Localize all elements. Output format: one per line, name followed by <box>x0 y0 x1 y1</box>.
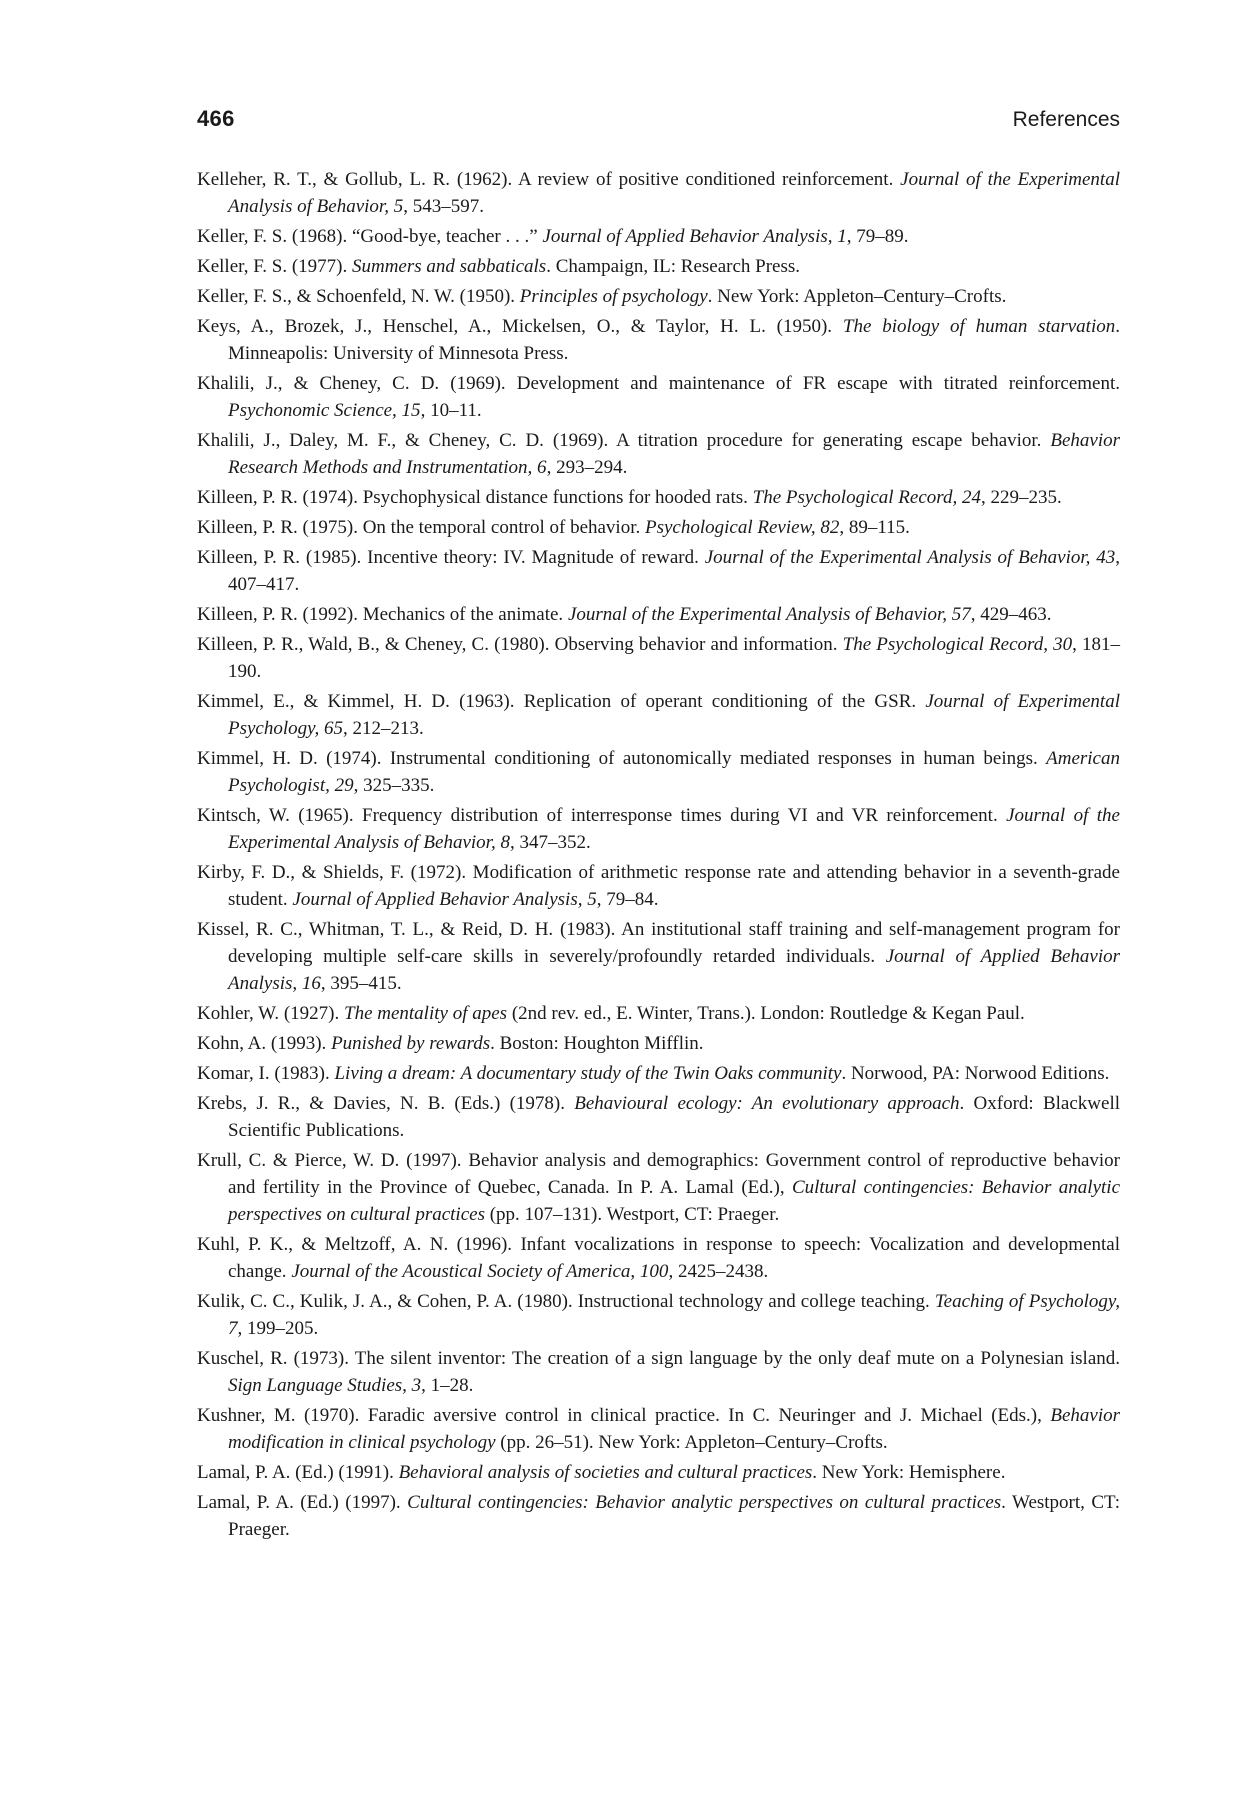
reference-details: , 395–415. <box>320 973 402 994</box>
reference-text: Kelleher, R. T., & Gollub, L. R. (1962). A review of positive conditioned reinforcement. <box>197 169 901 190</box>
reference-source: Journal of the Experimental Analysis of Behavior, 57 <box>567 604 971 625</box>
reference-entry <box>197 1090 1120 1144</box>
reference-source: Journal of Applied Behavior Analysis, 16 <box>228 946 1120 994</box>
reference-text: Lamal, P. A. (Ed.) (1997). <box>197 1492 408 1513</box>
reference-details: . New York: Appleton–Century–Crofts. <box>707 286 1007 307</box>
reference-details: . Norwood, PA: Norwood Editions. <box>841 1063 1110 1084</box>
reference-source: Punished by rewards <box>331 1033 491 1054</box>
reference-source: Psychonomic Science, 15 <box>228 400 421 421</box>
reference-entry <box>197 514 1120 541</box>
reference-list <box>197 166 1120 1546</box>
reference-text: Keller, F. S. (1977). <box>197 256 352 277</box>
reference-source: Behavioral analysis of societies and cultural practices <box>398 1462 813 1483</box>
reference-source: Cultural contingencies: Behavior analytic perspectives on cultural practices <box>407 1492 1002 1513</box>
reference-source: The biology of human starvation <box>842 316 1116 337</box>
reference-text: Kushner, M. (1970). Faradic aversive control in clinical practice. In C. Neuringer and J. Michael (Eds.), <box>197 1405 1051 1426</box>
reference-text: Kohn, A. (1993). <box>197 1033 332 1054</box>
reference-text: Killeen, P. R. (1985). Incentive theory: IV. Magnitude of reward. <box>197 547 705 568</box>
reference-entry <box>197 916 1120 997</box>
reference-entry <box>197 1231 1120 1285</box>
reference-source: Behavior Research Methods and Instrumentation, 6 <box>228 430 1120 478</box>
reference-details: , 212–213. <box>343 718 424 739</box>
reference-entry <box>197 601 1120 628</box>
reference-details: , 2425–2438. <box>668 1261 769 1282</box>
reference-entry <box>197 1402 1120 1456</box>
reference-source: Teaching of Psychology, 7 <box>228 1291 1120 1339</box>
reference-details: . Oxford: Blackwell Scientific Publications. <box>228 1093 1120 1141</box>
reference-source: The Psychological Record, 30 <box>842 634 1073 655</box>
reference-entry <box>197 631 1120 685</box>
reference-source: Journal of the Acoustical Society of America, 100 <box>291 1261 669 1282</box>
reference-details: , 293–294. <box>546 457 628 478</box>
reference-source: Psychological Review, 82 <box>645 517 840 538</box>
reference-details: . Westport, CT: Praeger. <box>228 1492 1120 1540</box>
reference-text: Killeen, P. R. (1974). Psychophysical distance functions for hooded rats. <box>197 487 753 508</box>
reference-text: Krull, C. & Pierce, W. D. (1997). Behavior analysis and demographics: Government control of reproductive behavior and fertility in the Province of Quebec, Canada. In P. A. Lamal (Ed.), <box>197 1150 1120 1198</box>
reference-entry <box>197 166 1120 220</box>
reference-entry <box>197 427 1120 481</box>
reference-text: Kimmel, E., & Kimmel, H. D. (1963). Replication of operant conditioning of the GSR. <box>197 691 926 712</box>
reference-details: , 229–235. <box>980 487 1062 508</box>
running-head <box>197 106 1120 136</box>
reference-details: (pp. 26–51). New York: Appleton–Century–Crofts. <box>495 1432 888 1453</box>
reference-details: , 347–352. <box>509 832 591 853</box>
reference-details: , 89–115. <box>839 517 910 538</box>
reference-text: Kirby, F. D., & Shields, F. (1972). Modification of arithmetic response rate and attending behavior in a seventh-grade student. <box>197 862 1120 910</box>
reference-text: Keller, F. S., & Schoenfeld, N. W. (1950). <box>197 286 520 307</box>
reference-text: Killeen, P. R., Wald, B., & Cheney, C. (1980). Observing behavior and information. <box>197 634 843 655</box>
reference-entry <box>197 1288 1120 1342</box>
reference-entry <box>197 745 1120 799</box>
reference-source: The Psychological Record, 24 <box>752 487 981 508</box>
reference-details: (pp. 107–131). Westport, CT: Praeger. <box>484 1204 780 1225</box>
reference-text: Kulik, C. C., Kulik, J. A., & Cohen, P. A. (1980). Instructional technology and college teaching. <box>197 1291 935 1312</box>
reference-source: Cultural contingencies: Behavior analytic perspectives on cultural practices <box>228 1177 1120 1225</box>
reference-source: The mentality of apes <box>344 1003 508 1024</box>
reference-source: Journal of the Experimental Analysis of Behavior, 5 <box>228 169 1120 217</box>
reference-source: Behavioural ecology: An evolutionary approach <box>574 1093 960 1114</box>
reference-entry <box>197 802 1120 856</box>
reference-source: Journal of the Experimental Analysis of Behavior, 8 <box>228 805 1120 853</box>
reference-details: , 199–205. <box>237 1318 319 1339</box>
reference-text: Kuhl, P. K., & Meltzoff, A. N. (1996). Infant vocalizations in response to speech: Vocalization and developmental change. <box>197 1234 1120 1282</box>
reference-entry <box>197 544 1120 598</box>
reference-entry <box>197 688 1120 742</box>
reference-source: Principles of psychology <box>519 286 708 307</box>
reference-entry <box>197 1345 1120 1399</box>
reference-text: Krebs, J. R., & Davies, N. B. (Eds.) (1978). <box>197 1093 575 1114</box>
reference-details: , 543–597. <box>403 196 484 217</box>
reference-text: Killeen, P. R. (1975). On the temporal control of behavior. <box>197 517 645 538</box>
reference-source: Journal of Applied Behavior Analysis, 5 <box>292 889 597 910</box>
reference-entry <box>197 1147 1120 1228</box>
reference-entry <box>197 1000 1120 1027</box>
reference-text: Komar, I. (1983). <box>197 1063 335 1084</box>
reference-entry <box>197 313 1120 367</box>
reference-details: . New York: Hemisphere. <box>812 1462 1006 1483</box>
reference-entry <box>197 1060 1120 1087</box>
section-title: References <box>1012 108 1120 131</box>
reference-source: Summers and sabbaticals <box>351 256 547 277</box>
reference-text: Keller, F. S. (1968). “Good-bye, teacher . . .” <box>197 226 543 247</box>
reference-details: , 325–335. <box>353 775 435 796</box>
reference-text: Kissel, R. C., Whitman, T. L., & Reid, D. H. (1983). An institutional staff training and self-management program for developing multiple self-care skills in severely/profoundly retarded individuals. <box>197 919 1120 967</box>
reference-source: Sign Language Studies, 3 <box>228 1375 422 1396</box>
reference-details: (2nd rev. ed., E. Winter, Trans.). London: Routledge & Kegan Paul. <box>507 1003 1025 1024</box>
reference-entry <box>197 223 1120 250</box>
reference-details: , 429–463. <box>970 604 1052 625</box>
reference-entry <box>197 859 1120 913</box>
reference-text: Lamal, P. A. (Ed.) (1991). <box>197 1462 399 1483</box>
reference-details: . Champaign, IL: Research Press. <box>546 256 801 277</box>
reference-source: Behavior modification in clinical psychology <box>228 1405 1120 1453</box>
reference-entry <box>197 1489 1120 1543</box>
reference-entry <box>197 283 1120 310</box>
reference-details: . Boston: Houghton Mifflin. <box>490 1033 704 1054</box>
reference-source: Journal of Experimental Psychology, 65 <box>228 691 1120 739</box>
reference-text: Khalili, J., Daley, M. F., & Cheney, C. D. (1969). A titration procedure for generating escape behavior. <box>197 430 1051 451</box>
reference-text: Killeen, P. R. (1992). Mechanics of the animate. <box>197 604 568 625</box>
reference-details: , 10–11. <box>420 400 482 421</box>
reference-details: , 1–28. <box>421 1375 474 1396</box>
reference-details: . Minneapolis: University of Minnesota Press. <box>228 316 1120 364</box>
reference-entry <box>197 1030 1120 1057</box>
reference-entry <box>197 484 1120 511</box>
reference-details: , 79–84. <box>596 889 659 910</box>
reference-details: , 79–89. <box>846 226 909 247</box>
reference-text: Kuschel, R. (1973). The silent inventor: The creation of a sign language by the only deaf mute on a Polynesian island. <box>197 1348 1120 1369</box>
reference-text: Khalili, J., & Cheney, C. D. (1969). Development and maintenance of FR escape with titrated reinforcement. <box>197 373 1120 394</box>
page-number: 466 <box>197 106 235 131</box>
reference-source: Journal of Applied Behavior Analysis, 1 <box>542 226 847 247</box>
reference-source: Living a dream: A documentary study of the Twin Oaks community <box>334 1063 842 1084</box>
reference-details: , 407–417. <box>228 547 1120 595</box>
reference-source: American Psychologist, 29 <box>228 748 1120 796</box>
reference-text: Keys, A., Brozek, J., Henschel, A., Mickelsen, O., & Taylor, H. L. (1950). <box>197 316 843 337</box>
reference-text: Kimmel, H. D. (1974). Instrumental conditioning of autonomically mediated responses in human beings. <box>197 748 1047 769</box>
reference-details: , 181–190. <box>228 634 1121 682</box>
reference-entry <box>197 253 1120 280</box>
reference-text: Kohler, W. (1927). <box>197 1003 344 1024</box>
reference-entry <box>197 1459 1120 1486</box>
reference-text: Kintsch, W. (1965). Frequency distribution of interresponse times during VI and VR reinforcement. <box>197 805 1007 826</box>
reference-source: Journal of the Experimental Analysis of Behavior, 43 <box>704 547 1116 568</box>
reference-entry <box>197 370 1120 424</box>
